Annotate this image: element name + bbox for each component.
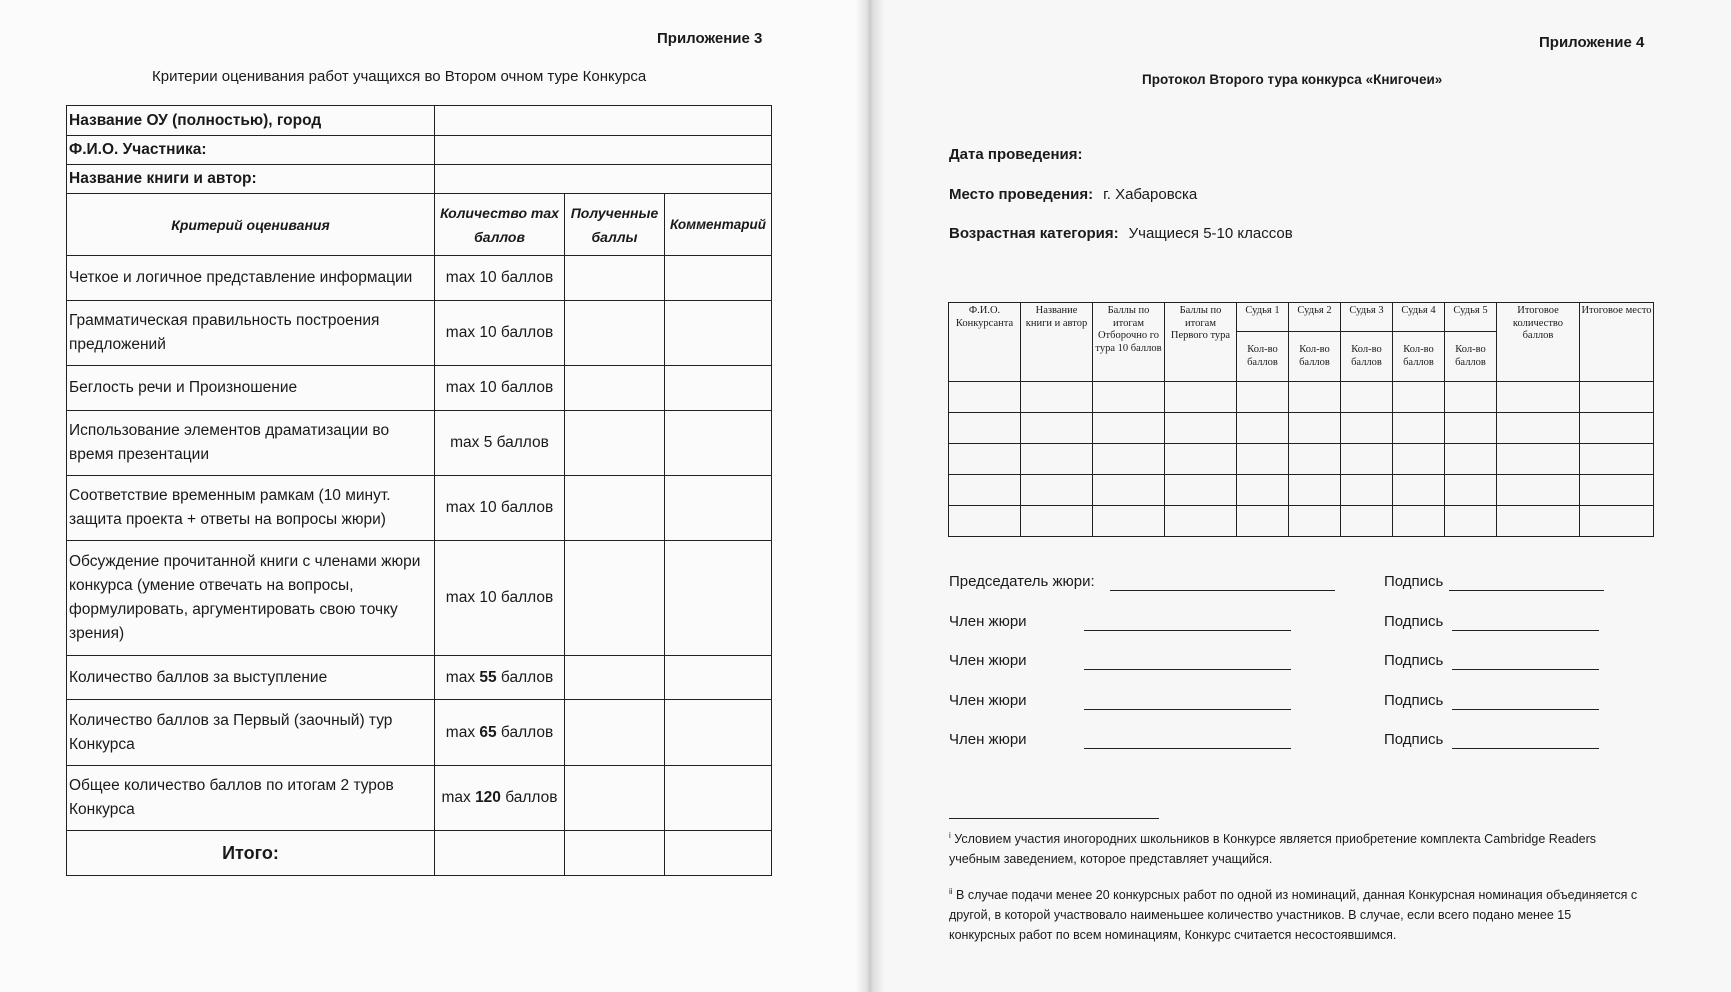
table-row bbox=[949, 413, 1654, 444]
member-name-line[interactable] bbox=[1084, 630, 1291, 631]
footnote-mark: ii bbox=[949, 887, 953, 896]
place-value: г. Хабаровска bbox=[1103, 186, 1198, 203]
received-cell[interactable] bbox=[565, 366, 665, 411]
footnote-1 bbox=[949, 826, 1639, 869]
received-cell[interactable] bbox=[565, 541, 665, 656]
table-row bbox=[67, 656, 772, 700]
received-cell[interactable] bbox=[565, 476, 665, 541]
final-place-header: Итоговое место bbox=[1580, 303, 1654, 382]
signature-label: Подпись bbox=[1384, 652, 1444, 669]
criterion-header: Критерий оценивания bbox=[67, 194, 435, 256]
total-max-cell[interactable] bbox=[435, 831, 565, 876]
comment-header: Комментарий bbox=[665, 194, 772, 256]
judge-1-header: Судья 1 bbox=[1237, 303, 1289, 332]
criterion-cell: Общее количество баллов по итогам 2 туров Конкурса bbox=[67, 766, 435, 831]
book-title-label: Название книги и автор: bbox=[67, 165, 435, 194]
table-row bbox=[67, 766, 772, 831]
max-points-header: Количество max баллов bbox=[435, 194, 565, 256]
comment-cell[interactable] bbox=[665, 476, 772, 541]
footnote-text: Условием участия иногородних школьников в Конкурсе является приобретение комплекта Cambridge Readers учебным заведением, которое представляет учащийся. bbox=[949, 832, 1597, 867]
signature-line[interactable] bbox=[1452, 630, 1599, 631]
signature-line[interactable] bbox=[1452, 709, 1599, 710]
member-label: Член жюри bbox=[949, 731, 1027, 748]
received-cell[interactable] bbox=[565, 411, 665, 476]
participant-name-field[interactable] bbox=[435, 136, 772, 165]
date-label: Дата проведения: bbox=[949, 146, 1083, 163]
table-row bbox=[67, 476, 772, 541]
age-value: Учащиеся 5-10 классов bbox=[1128, 225, 1293, 242]
criterion-cell: Количество баллов за выступление bbox=[67, 656, 435, 700]
judge-5-header: Судья 5 bbox=[1445, 303, 1497, 332]
received-cell[interactable] bbox=[565, 656, 665, 700]
criterion-cell: Беглость речи и Произношение bbox=[67, 366, 435, 411]
comment-cell[interactable] bbox=[665, 700, 772, 766]
signature-label: Подпись bbox=[1384, 731, 1444, 748]
max-points-bold: 65 bbox=[479, 723, 497, 741]
appendix-3-label: Приложение 3 bbox=[657, 30, 763, 47]
age-line bbox=[949, 225, 1293, 242]
received-cell[interactable] bbox=[565, 256, 665, 301]
member-signature-row bbox=[949, 613, 1609, 635]
criteria-title: Критерии оценивания работ учащихся во Втором очном туре Конкурса bbox=[152, 68, 647, 85]
received-cell[interactable] bbox=[565, 700, 665, 766]
total-score-header: Итоговое количество баллов bbox=[1497, 303, 1580, 382]
table-row bbox=[949, 475, 1654, 506]
signature-label: Подпись bbox=[1384, 613, 1444, 630]
criterion-cell: Использование элементов драматизации во время презентации bbox=[67, 411, 435, 476]
footnote-mark: i bbox=[949, 831, 951, 840]
total-comment-cell[interactable] bbox=[665, 831, 772, 876]
signature-label: Подпись bbox=[1384, 692, 1444, 709]
criterion-cell: Соответствие временным рамкам (10 минут. защита проекта + ответы на вопросы жюри) bbox=[67, 476, 435, 541]
received-cell[interactable] bbox=[565, 301, 665, 366]
school-name-field[interactable] bbox=[435, 106, 772, 136]
participant-name-label: Ф.И.О. Участника: bbox=[67, 136, 435, 165]
table-row bbox=[67, 366, 772, 411]
member-signature-row bbox=[949, 692, 1609, 714]
appendix-4-label: Приложение 4 bbox=[1539, 34, 1645, 51]
judge-score-subheader: Кол-во баллов bbox=[1237, 332, 1289, 382]
comment-cell[interactable] bbox=[665, 366, 772, 411]
received-points-header: Полученные баллы bbox=[565, 194, 665, 256]
max-cell: max 5 баллов bbox=[435, 411, 565, 476]
judge-2-header: Судья 2 bbox=[1289, 303, 1341, 332]
date-line bbox=[949, 146, 1093, 163]
comment-cell[interactable] bbox=[665, 766, 772, 831]
max-cell: max 10 баллов bbox=[435, 366, 565, 411]
criteria-table bbox=[66, 105, 772, 876]
comment-cell[interactable] bbox=[665, 656, 772, 700]
header-row bbox=[67, 194, 772, 256]
member-label: Член жюри bbox=[949, 652, 1027, 669]
table-row bbox=[67, 256, 772, 301]
judge-4-header: Судья 4 bbox=[1393, 303, 1445, 332]
school-name-label: Название ОУ (полностью), город bbox=[67, 106, 435, 136]
judge-score-subheader: Кол-во баллов bbox=[1393, 332, 1445, 382]
participant-header: Ф.И.О. Конкурсанта bbox=[949, 303, 1021, 382]
signature-line[interactable] bbox=[1452, 669, 1599, 670]
max-cell: max 10 баллов bbox=[435, 301, 565, 366]
judge-score-subheader: Кол-во баллов bbox=[1341, 332, 1393, 382]
place-line bbox=[949, 186, 1197, 203]
signature-line[interactable] bbox=[1449, 590, 1604, 591]
max-cell: max 10 баллов bbox=[435, 476, 565, 541]
place-label: Место проведения: bbox=[949, 186, 1094, 203]
criterion-cell: Обсуждение прочитанной книги с членами жюри конкурса (умение отвечать на вопросы, формулировать, аргументировать свою точку зрения) bbox=[67, 541, 435, 656]
table-row bbox=[949, 506, 1654, 537]
comment-cell[interactable] bbox=[665, 411, 772, 476]
qualifier-score-header: Баллы по итогам Отборочно го тура 10 баллов bbox=[1093, 303, 1165, 382]
chair-signature-row bbox=[949, 573, 1609, 595]
received-cell[interactable] bbox=[565, 766, 665, 831]
chair-label: Председатель жюри: bbox=[949, 573, 1095, 590]
protocol-header-row bbox=[949, 303, 1654, 332]
comment-cell[interactable] bbox=[665, 256, 772, 301]
criterion-cell: Четкое и логичное представление информации bbox=[67, 256, 435, 301]
info-row bbox=[67, 106, 772, 136]
table-row bbox=[67, 541, 772, 656]
table-row bbox=[67, 700, 772, 766]
total-received-cell[interactable] bbox=[565, 831, 665, 876]
max-cell: max 10 баллов bbox=[435, 541, 565, 656]
protocol-table bbox=[948, 302, 1654, 537]
criterion-cell: Грамматическая правильность построения предложений bbox=[67, 301, 435, 366]
table-row bbox=[67, 411, 772, 476]
first-round-score-header: Баллы по итогам Первого тура bbox=[1165, 303, 1237, 382]
table-row bbox=[67, 301, 772, 366]
book-spine bbox=[855, 0, 885, 992]
info-row bbox=[67, 136, 772, 165]
max-cell: max 120 баллов bbox=[435, 766, 565, 831]
member-name-line[interactable] bbox=[1084, 669, 1291, 670]
member-label: Член жюри bbox=[949, 692, 1027, 709]
info-row bbox=[67, 165, 772, 194]
book-title-field[interactable] bbox=[435, 165, 772, 194]
table-row bbox=[949, 444, 1654, 475]
max-cell: max 55 баллов bbox=[435, 656, 565, 700]
chair-name-line[interactable] bbox=[1110, 590, 1335, 591]
max-cell: max 10 баллов bbox=[435, 256, 565, 301]
max-points-bold: 120 bbox=[475, 789, 501, 806]
table-row bbox=[949, 382, 1654, 413]
book-header: Название книги и автор bbox=[1021, 303, 1093, 382]
criterion-cell: Количество баллов за Первый (заочный) тур Конкурса bbox=[67, 700, 435, 766]
max-cell: max 65 баллов bbox=[435, 700, 565, 766]
judge-score-subheader: Кол-во баллов bbox=[1445, 332, 1497, 382]
member-name-line[interactable] bbox=[1084, 748, 1291, 749]
footnote-text: В случае подачи менее 20 конкурсных работ по одной из номинаций, данная Конкурсная номинация объединяется с другой, в которой участвовало наименьшее количество участников. В случае, если всего подано менее 15 конкурсных работ по всем номинациям, Конкурс считается несостоявшимся. bbox=[949, 888, 1638, 943]
judge-score-subheader: Кол-во баллов bbox=[1289, 332, 1341, 382]
judge-3-header: Судья 3 bbox=[1341, 303, 1393, 332]
member-signature-row bbox=[949, 652, 1609, 674]
total-label: Итого: bbox=[67, 831, 435, 876]
comment-cell[interactable] bbox=[665, 541, 772, 656]
signature-line[interactable] bbox=[1452, 748, 1599, 749]
footnote-2 bbox=[949, 882, 1639, 945]
total-row bbox=[67, 831, 772, 876]
age-label: Возрастная категория: bbox=[949, 225, 1119, 242]
member-signature-row bbox=[949, 731, 1609, 753]
member-name-line[interactable] bbox=[1084, 709, 1291, 710]
protocol-title: Протокол Второго тура конкурса «Книгочеи» bbox=[1142, 72, 1443, 87]
max-points-bold: 55 bbox=[479, 668, 497, 686]
signature-label: Подпись bbox=[1384, 573, 1444, 590]
footnote-separator bbox=[949, 818, 1159, 819]
comment-cell[interactable] bbox=[665, 301, 772, 366]
member-label: Член жюри bbox=[949, 613, 1027, 630]
